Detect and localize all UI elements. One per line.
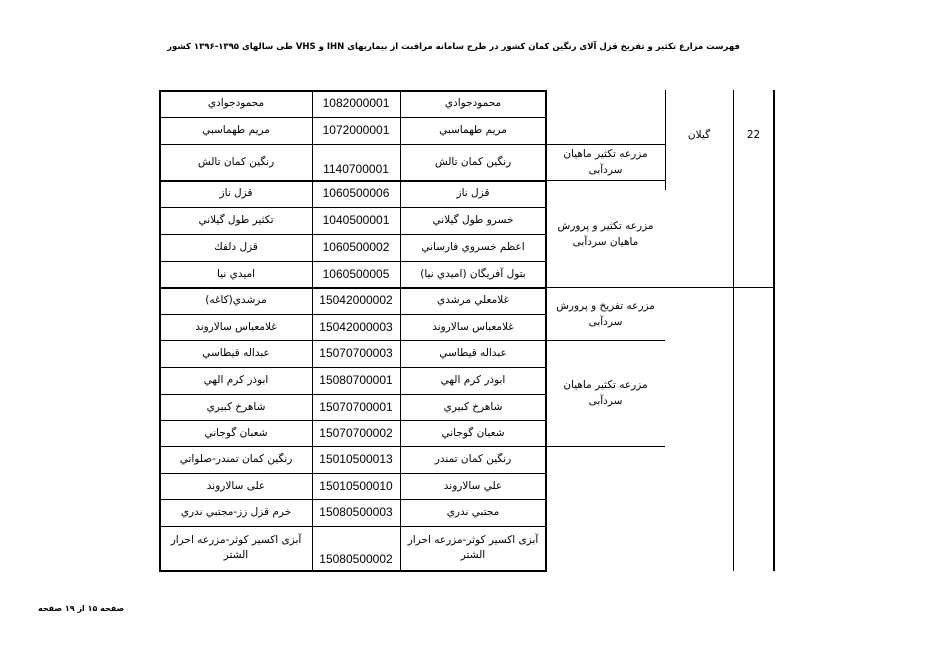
farm-name-cell: شاهرخ كبيري [206, 400, 266, 413]
owner-name-cell: قزل ناز [456, 187, 490, 199]
owner-name-cell: بتول آفريگان (اميدي نيا) [420, 267, 526, 280]
owner-name-cell: آبزی اكسير كوثر-مزرعه احرار الشتر [407, 534, 539, 561]
farm-code-cell: 15070700001 [319, 399, 393, 414]
farm-name-cell: رنگين كمان تالش [197, 155, 275, 168]
farm-name-cell: محمودجوادي [207, 97, 265, 109]
farm-name-cell: عبداله قيطاسي [202, 347, 270, 359]
farm-name-cell: مرشدي(كاغه) [205, 294, 267, 306]
farm-code-cell: 1082000001 [322, 96, 390, 110]
farm-name-cell: قزل دلفك [214, 241, 258, 253]
page-title: فهرست مزارع تکثیر و تفریخ قزل آلای رنگین کمان کشور در طرح سامانه مراقبت از بیماریهای IHN و VHS طی سالهای ۱۳۹۵-۱۳۹۶ کشور [167, 42, 740, 52]
owner-name-cell: عبداله قيطاسي [439, 347, 507, 359]
farm-code-cell: 15080700001 [319, 373, 393, 387]
farm-name-cell: رنگين كمان تمندر-صلواتي [179, 453, 293, 465]
owner-name-cell: محمودجوادي [444, 97, 502, 109]
farm-code-cell: 1060500006 [322, 186, 390, 200]
farm-code-cell: 1060500002 [322, 240, 390, 254]
farm-name-cell: ابوذر كرم الهي [203, 374, 269, 386]
farm-name-cell: غلامعباس سالاروند [195, 320, 277, 333]
farm-code-cell: 15010500010 [319, 478, 393, 493]
farm-code-cell: 15042000003 [319, 319, 393, 334]
farm-type-cell: مزرعه تکثیر ماهیان سردآبی [563, 148, 648, 176]
farm-name-cell: مريم طهماسبي [202, 124, 270, 136]
farm-code-cell: 1040500001 [322, 213, 390, 227]
farm-code-cell: 1060500005 [322, 266, 390, 281]
farm-type-cell: مزرعه تفریخ و پرورش سردآبی [556, 299, 655, 328]
farm-code-cell: 1072000001 [322, 123, 390, 137]
farm-code-cell: 15070700003 [319, 346, 393, 360]
owner-name-cell: خسرو طول گيلاني [432, 214, 514, 226]
farm-code-cell: 15010500013 [319, 452, 393, 466]
owner-name-cell: ابوذر كرم الهي [440, 374, 506, 386]
province-cell: گیلان [687, 128, 711, 141]
farm-name-cell: آبزی اکسیر کوثر-مزرعه احرار الشتر [170, 534, 302, 561]
farm-code-cell: 15080500003 [319, 505, 393, 519]
owner-name-cell: شعبان گوجاني [441, 426, 505, 439]
farm-code-cell: 15070700002 [319, 425, 393, 440]
owner-name-cell: مجتبي ندري [446, 506, 500, 518]
farm-name-cell: شعبان گوجاني [204, 426, 268, 439]
page-footer: صفحه ۱۵ از ۱۹ صفحه [38, 604, 125, 613]
group-divider [546, 446, 665, 447]
farm-name-cell: قزل ناز [219, 187, 253, 199]
farm-name-cell: علی سالاروند [206, 479, 266, 492]
owner-name-cell: رنگين كمان تالش [434, 155, 512, 168]
farm-name-cell: تكثير طول گيلاني [198, 214, 274, 226]
farm-code-cell: 1140700001 [323, 162, 389, 176]
row-divider [159, 570, 547, 572]
farm-code-cell: 15080500002 [319, 552, 393, 566]
owner-name-cell: شاهرخ كبيري [443, 400, 503, 413]
owner-name-cell: غلامعلي مرشدي [437, 294, 509, 306]
farm-type-cell: مزرعه تکثیر و پرورش ماهیان سردآبی [557, 219, 654, 248]
farm-type-cell: مزرعه تکثیر ماهیان سردآبی [563, 379, 648, 407]
owner-name-cell: علي سالاروند [443, 479, 503, 492]
owner-name-cell: رنگين كمان تمندر [434, 453, 512, 465]
owner-name-cell: مريم طهماسبي [439, 124, 507, 136]
owner-name-cell: غلامعباس سالاروند [432, 320, 514, 333]
farm-code-cell: 15042000002 [319, 293, 393, 307]
farm-name-cell: خرم قزل زز-مجتبي ندري [180, 506, 292, 518]
owner-name-cell: اعظم خسروي فارساني [421, 241, 525, 253]
farm-name-cell: اميدي نيا [216, 267, 256, 280]
row-number-cell: 22 [746, 128, 761, 141]
